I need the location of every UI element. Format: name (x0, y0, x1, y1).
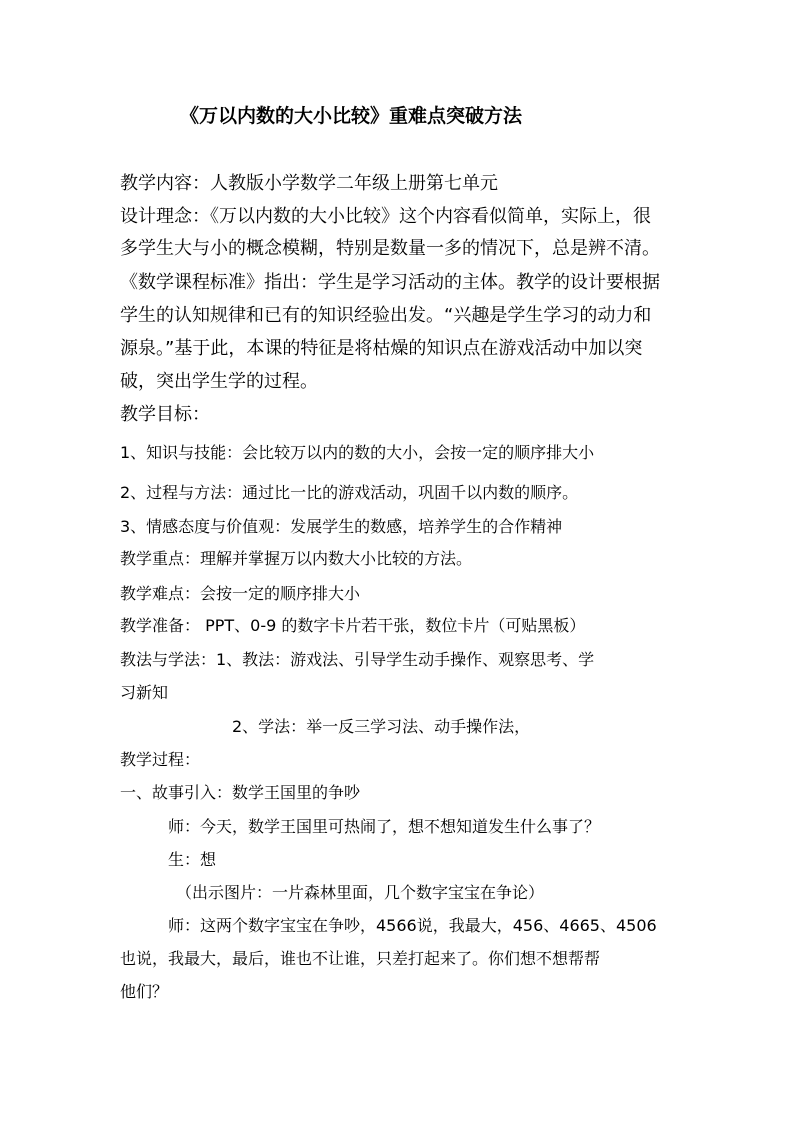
line-teaching-objectives: 教学目标： (120, 404, 210, 425)
line-objective-3: 3、情感态度与价值观：发展学生的数感，培养学生的合作精神 (120, 517, 563, 536)
line-paragraph: 多学生大与小的概念模糊，特别是数量一多的情况下，总是辨不清。 (120, 238, 660, 259)
line-section-1-heading: 一、故事引入：数学王国里的争吵 (120, 783, 361, 802)
line-methods: 教法与学法：1、教法：游戏法、引导学生动手操作、观察思考、学 (120, 650, 595, 669)
line-student-dialogue: 生：想 (168, 850, 217, 869)
document-title: 《万以内数的大小比较》重难点突破方法 (180, 105, 523, 127)
line-design-concept: 设计理念：《万以内数的大小比较》这个内容看似简单，实际上，很 (120, 206, 651, 227)
line-teaching-process: 教学过程： (120, 750, 201, 769)
line-difficult-point: 教学难点：会按一定的顺序排大小 (120, 584, 361, 603)
line-paragraph: 也说，我最大，最后，谁也不让谁，只差打起来了。你们想不想帮帮 (120, 949, 601, 968)
line-paragraph: 《数学课程标准》指出：学生是学习活动的主体。教学的设计要根据 (120, 272, 660, 293)
line-preparation: 教学准备： PPT、0-9 的数字卡片若干张，数位卡片（可贴黑板） (120, 616, 586, 635)
line-objective-2: 2、过程与方法：通过比一比的游戏活动，巩固千以内数的顺序。 (120, 483, 579, 502)
line-key-point: 教学重点：理解并掌握万以内数大小比较的方法。 (120, 549, 473, 568)
line-paragraph: 破，突出学生学的过程。 (120, 371, 318, 392)
line-teacher-dialogue-2: 师：这两个数字宝宝在争吵，4566说，我最大，456、4665、4506 (168, 916, 657, 935)
line-teaching-content: 教学内容：人教版小学数学二年级上册第七单元 (120, 173, 498, 194)
line-paragraph: 源泉。”基于此，本课的特征是将枯燥的知识点在游戏活动中加以突 (120, 338, 643, 359)
line-objective-1: 1、知识与技能：会比较万以内的数的大小，会按一定的顺序排大小 (120, 443, 595, 462)
line-paragraph: 他们？ (120, 982, 169, 1001)
line-methods-cont: 习新知 (120, 683, 169, 702)
line-teacher-dialogue: 师：今天，数学王国里可热闹了，想不想知道发生什么事了？ (168, 817, 601, 836)
line-paragraph: 学生的认知规律和已有的知识经验出发。“兴趣是学生学习的动力和 (120, 305, 652, 326)
line-learning-method: 2、学法：举一反三学习法、动手操作法， (232, 717, 531, 736)
line-show-picture: （出示图片：一片森林里面，几个数字宝宝在争论） (176, 883, 545, 902)
